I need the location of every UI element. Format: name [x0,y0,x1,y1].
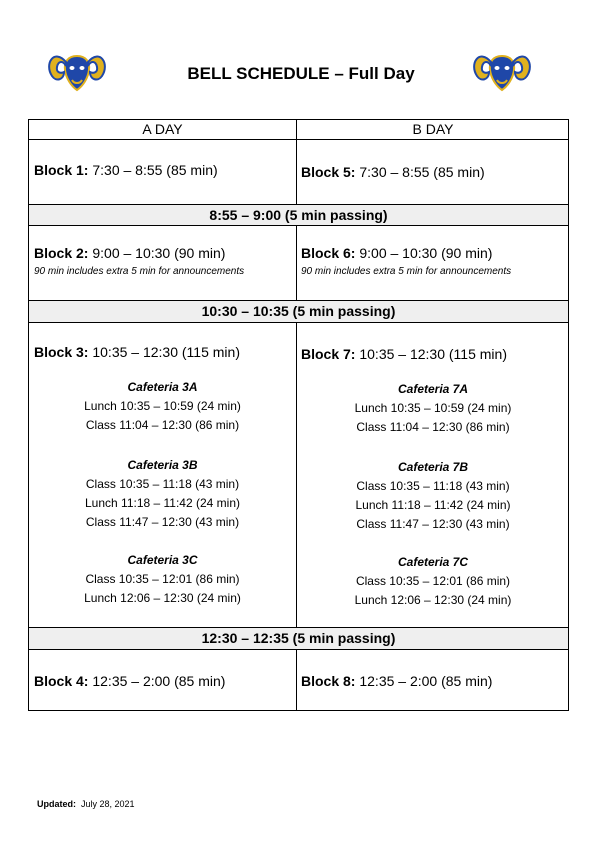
block-2-note: 90 min includes extra 5 min for announcements [34,266,245,277]
passing-row: 12:30 – 12:35 (5 min passing) [29,628,568,649]
block-8: Block 8: 12:35 – 2:00 (85 min) [301,673,493,689]
cafeteria-7c: Cafeteria 7C Class 10:35 – 12:01 (86 min) Lunch 12:06 – 12:30 (24 min) [354,555,512,607]
block-4: Block 4: 12:35 – 2:00 (85 min) [34,673,226,689]
passing-row: 10:30 – 10:35 (5 min passing) [29,301,568,322]
block-2: Block 2: 9:00 – 10:30 (90 min) [34,245,226,261]
block-6-note: 90 min includes extra 5 min for announcements [301,266,512,277]
cafeteria-7a: Cafeteria 7A Lunch 10:35 – 10:59 (24 min) Class 11:04 – 12:30 (86 min) [354,382,512,434]
cafeteria-3a: Cafeteria 3A Lunch 10:35 – 10:59 (24 min) Class 11:04 – 12:30 (86 min) [84,380,241,432]
block-7: Block 7: 10:35 – 12:30 (115 min) [301,346,507,362]
column-header-b-day: B DAY [412,121,454,137]
page-title: BELL SCHEDULE – Full Day [187,64,415,83]
cafeteria-7b: Cafeteria 7B Class 10:35 – 11:18 (43 min) Lunch 11:18 – 11:42 (24 min) Class 11:47 – 12:30 (43 min) [355,460,511,531]
block-5: Block 5: 7:30 – 8:55 (85 min) [301,164,485,180]
column-header-a-day: A DAY [142,121,183,137]
block-6: Block 6: 9:00 – 10:30 (90 min) [301,245,493,261]
passing-row: 8:55 – 9:00 (5 min passing) [29,205,568,225]
block-3: Block 3: 10:35 – 12:30 (115 min) [34,344,240,360]
updated-note: Updated: July 28, 2021 [37,799,135,809]
block-1: Block 1: 7:30 – 8:55 (85 min) [34,162,218,178]
cafeteria-3c: Cafeteria 3C Class 10:35 – 12:01 (86 min) Lunch 12:06 – 12:30 (24 min) [84,553,241,605]
bell-schedule-table [28,119,569,711]
cafeteria-3b: Cafeteria 3B Class 10:35 – 11:18 (43 min) Lunch 11:18 – 11:42 (24 min) Class 11:47 – 12:30 (43 min) [85,458,240,529]
